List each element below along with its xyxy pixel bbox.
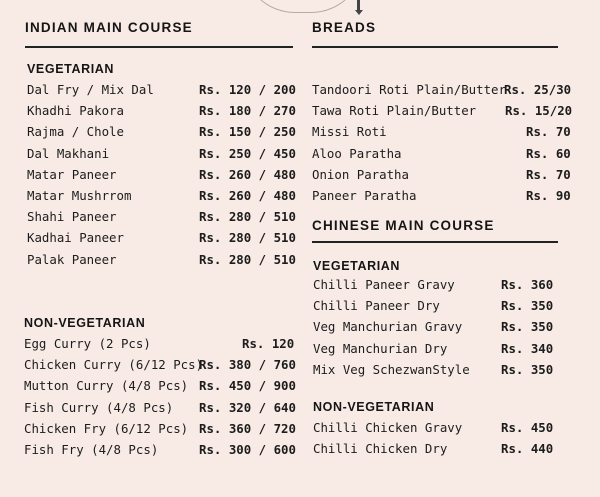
menu-item-price: Rs. 15/20 (505, 103, 573, 119)
menu-item (27, 253, 295, 274)
menu-item-name: Palak Paneer (27, 251, 117, 267)
menu-item (24, 443, 296, 464)
indian-title-underline (25, 46, 293, 48)
menu-item-name: Veg Manchurian Dry (313, 340, 448, 356)
menu-item-price: Rs. 120 (242, 336, 295, 351)
menu-item-price: Rs. 440 (501, 441, 554, 457)
menu-item-name: Chilli Paneer Gravy (313, 277, 455, 292)
menu-item (24, 422, 296, 443)
menu-item-price: Rs. 350 (501, 361, 554, 377)
indian-main-course-title: INDIAN MAIN COURSE (25, 20, 193, 35)
menu-item-name: Egg Curry (2 Pcs) (24, 336, 151, 351)
menu-item-price: Rs. 260 / 480 (199, 166, 296, 182)
menu-item (27, 210, 295, 231)
menu-item-price: Rs. 180 / 270 (199, 103, 296, 119)
menu-item-name: Aloo Paratha (312, 145, 402, 161)
menu-item (313, 421, 563, 442)
menu-item (313, 278, 563, 299)
decorative-arc (242, 0, 364, 13)
menu-item-price: Rs. 320 / 640 (199, 399, 296, 415)
menu-item (312, 125, 572, 146)
menu-item (313, 363, 563, 384)
menu-item-name: Mix Veg SchezwanStyle (313, 361, 470, 377)
menu-item-name: Rajma / Chole (27, 124, 124, 140)
menu-item-name: Shahi Paneer (27, 209, 117, 225)
menu-item-price: Rs. 60 (526, 145, 571, 161)
menu-item (312, 147, 572, 168)
menu-item (312, 104, 572, 125)
breads-title-underline (312, 46, 558, 48)
menu-item-price: Rs. 150 / 250 (199, 124, 296, 140)
menu-item (313, 342, 563, 363)
menu-item-name: Matar Paneer (27, 166, 117, 182)
decorative-pin-tip (355, 10, 363, 15)
menu-item (27, 147, 295, 168)
chinese-non-vegetarian-heading: NON-VEGETARIAN (313, 400, 435, 414)
menu-item (312, 168, 572, 189)
menu-item (313, 442, 563, 463)
menu-item-name: Onion Paratha (312, 166, 409, 182)
menu-item (27, 104, 295, 125)
menu-item-name: Kadhai Paneer (27, 230, 124, 246)
menu-item-name: Tawa Roti Plain/Butter (312, 103, 477, 119)
menu-item-price: Rs. 340 (501, 340, 554, 356)
menu-item (27, 125, 295, 146)
menu-item-price: Rs. 260 / 480 (199, 187, 296, 203)
menu-item-name: Fish Fry (4/8 Pcs) (24, 441, 159, 457)
breads-title: BREADS (312, 20, 377, 35)
menu-item-name: Fish Curry (4/8 Pcs) (24, 399, 174, 415)
menu-item-name: Dal Fry / Mix Dal (27, 82, 154, 97)
menu-item-name: Veg Manchurian Gravy (313, 319, 463, 335)
menu-item-price: Rs. 250 / 450 (199, 145, 296, 161)
menu-item-name: Chicken Curry (6/12 Pcs) (24, 357, 204, 373)
menu-item-name: Missi Roti (312, 124, 387, 140)
menu-item (24, 337, 296, 358)
breads-list (312, 83, 572, 210)
menu-item (312, 189, 572, 210)
menu-item (27, 168, 295, 189)
chinese-vegetarian-list (313, 278, 563, 384)
menu-item (24, 358, 296, 379)
chinese-vegetarian-heading: VEGETARIAN (313, 259, 401, 273)
menu-item-name: Mutton Curry (4/8 Pcs) (24, 378, 189, 394)
menu-item-price: Rs. 450 (501, 420, 554, 435)
menu-item (27, 189, 295, 210)
indian-non-vegetarian-list (24, 337, 296, 464)
indian-vegetarian-list (27, 83, 295, 274)
menu-item-price: Rs. 25/30 (504, 82, 572, 97)
chinese-main-course-title: CHINESE MAIN COURSE (312, 218, 495, 233)
menu-item-price: Rs. 90 (526, 187, 571, 203)
menu-item (312, 83, 572, 104)
menu-item-name: Chilli Paneer Dry (313, 298, 440, 314)
menu-item-price: Rs. 360 / 720 (199, 420, 296, 436)
menu-item-name: Khadhi Pakora (27, 103, 124, 119)
menu-item-price: Rs. 70 (526, 124, 571, 140)
menu-item-price: Rs. 350 (501, 298, 554, 314)
menu-item-name: Paneer Paratha (312, 187, 417, 203)
menu-item-price: Rs. 350 (501, 319, 554, 335)
menu-item-price: Rs. 450 / 900 (199, 378, 296, 394)
menu-item-name: Chilli Chicken Gravy (313, 420, 463, 435)
menu-item (313, 320, 563, 341)
menu-item-name: Dal Makhani (27, 145, 110, 161)
menu-item-price: Rs. 120 / 200 (199, 82, 296, 97)
chinese-non-vegetarian-list (313, 421, 563, 463)
indian-vegetarian-heading: VEGETARIAN (27, 62, 115, 76)
menu-item-name: Tandoori Roti Plain/Butter (312, 82, 506, 97)
indian-non-vegetarian-heading: NON-VEGETARIAN (24, 316, 146, 330)
menu-item-price: Rs. 280 / 510 (199, 251, 296, 267)
menu-item (27, 83, 295, 104)
menu-item-price: Rs. 380 / 760 (199, 357, 296, 373)
menu-item-price: Rs. 360 (501, 277, 554, 292)
menu-item-price: Rs. 300 / 600 (199, 441, 296, 457)
menu-item-name: Chicken Fry (6/12 Pcs) (24, 420, 189, 436)
chinese-title-underline (312, 241, 558, 243)
menu-item-name: Chilli Chicken Dry (313, 441, 448, 457)
menu-item-name: Matar Mushrrom (27, 187, 132, 203)
menu-item-price: Rs. 70 (526, 166, 571, 182)
menu-item (313, 299, 563, 320)
menu-item-price: Rs. 280 / 510 (199, 230, 296, 246)
menu-item (24, 401, 296, 422)
menu-item (24, 379, 296, 400)
menu-item-price: Rs. 280 / 510 (199, 209, 296, 225)
menu-item (27, 231, 295, 252)
